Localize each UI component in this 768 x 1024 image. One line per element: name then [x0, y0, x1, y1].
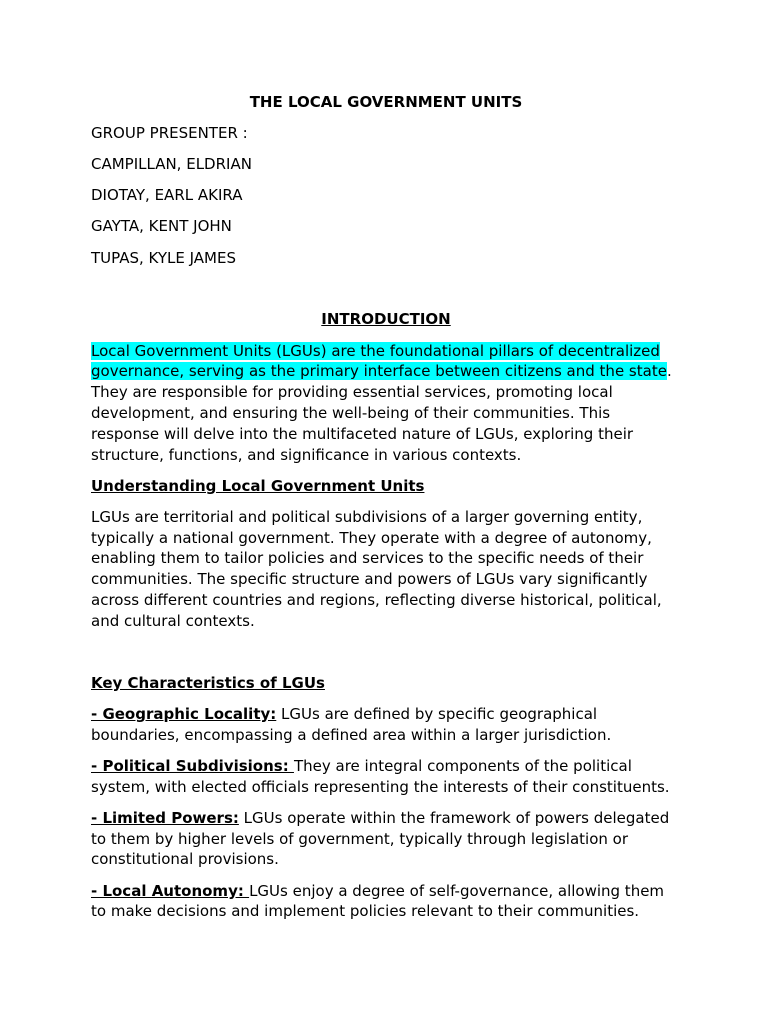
characteristic-text: LGUs are defined by specific geographical boundaries, encompassing a defined area within a larger jurisdiction.	[91, 704, 612, 744]
characteristic-item	[91, 756, 681, 798]
characteristic-term: - Local Autonomy:	[91, 881, 250, 900]
document-title: THE LOCAL GOVERNMENT UNITS	[249, 93, 523, 111]
introduction-paragraph	[91, 341, 681, 466]
member-name: TUPAS, KYLE JAMES	[91, 248, 236, 267]
document-body	[91, 92, 681, 933]
member-name: CAMPILLAN, ELDRIAN	[91, 154, 252, 173]
characteristic-term: - Limited Powers:	[91, 808, 239, 827]
characteristic-term: - Geographic Locality:	[91, 704, 277, 723]
characteristic-item	[91, 881, 681, 923]
key-characteristics-heading: Key Characteristics of LGUs	[91, 673, 325, 692]
characteristic-text: LGUs operate within the framework of powers delegated to them by higher levels of government, typically through legislation or constitutional provisions.	[91, 808, 670, 869]
characteristic-text: They are integral components of the political system, with elected officials representing the interests of their constituents.	[91, 756, 670, 796]
presenter-label: GROUP PRESENTER :	[91, 123, 248, 142]
understanding-heading: Understanding Local Government Units	[91, 476, 425, 495]
characteristic-item	[91, 704, 681, 746]
characteristic-item	[91, 808, 681, 870]
characteristic-term: - Political Subdivisions:	[91, 756, 294, 775]
introduction-text: . They are responsible for providing essential services, promoting local development, and ensuring the well-being of their communities. This response will delve into the multifaceted nature of LGUs, exploring their structure, functions, and significance in various contexts.	[91, 362, 672, 464]
characteristic-text: LGUs enjoy a degree of self-governance, allowing them to make decisions and implement policies relevant to their communities.	[91, 881, 665, 921]
understanding-paragraph: LGUs are territorial and political subdivisions of a larger governing entity, typically a national government. They operate with a degree of autonomy, enabling them to tailor policies and services to the specific needs of their communities. The specific structure and powers of LGUs vary significantly across different countries and regions, reflecting diverse historical, political, and cultural contexts.	[91, 507, 662, 630]
introduction-heading: INTRODUCTION	[321, 310, 451, 329]
highlighted-text: Local Government Units (LGUs) are the foundational pillars of decentralized governance, serving as the primary interface between citizens and the state	[91, 341, 667, 381]
member-name: DIOTAY, EARL AKIRA	[91, 186, 243, 205]
member-name: GAYTA, KENT JOHN	[91, 217, 232, 236]
